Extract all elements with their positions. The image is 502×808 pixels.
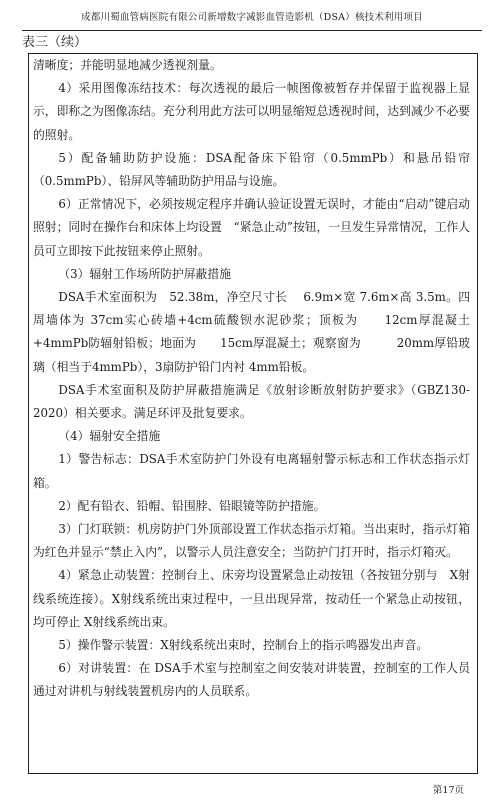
paragraph-operation-warning: 5）操作警示装置：X射线系统出束时，控制台上的指示鸣器发出声音。 xyxy=(58,638,429,653)
paragraph-intercom: 6）对讲装置：在 DSA手术室与控制室之间安装对讲装置，控制室的工作人员通过对讲机与射线装置机房内的人员联系。 xyxy=(33,661,470,699)
paragraph-auxiliary-protection: 5）配备辅助防护设施：DSA配备床下铅帘（0.5mmPb）和悬吊铅帘（0.5mmPb）、铅屏风等辅助防护用品与设施。 xyxy=(33,150,470,189)
paragraph-compliance: DSA手术室面积及防护屏蔽措施满足《放射诊断放射防护要求》（GBZ130-2020）相关要求。满足环评及批复要求。 xyxy=(33,382,470,421)
table-label: 表三（续） xyxy=(22,35,88,50)
content-box xyxy=(28,53,478,774)
paragraph-image-freeze: 4）采用图像冻结技术：每次透视的最后一帧图像被暂存并保留于监视器上显示，即称之为图像冻结。充分利用此方法可以明显缩短总透视时间，达到减少不必要的照射。 xyxy=(33,81,470,142)
paragraph-startup-procedure: 6）正常情况下，必须按规定程序并确认验证设置无误时，才能由“启动”键启动照射；同时在操作台和床体上均设置 “紧急止动”按钮，一旦发生异常情况，工作人员可立即按下此按钮来停止照射。 xyxy=(33,197,470,258)
paragraph-warning-signs: 1）警告标志：DSA手术室防护门外设有电离辐射警示标志和工作状态指示灯箱。 xyxy=(33,452,470,490)
paragraph-emergency-stop: 4）紧急止动装置：控制台上、床旁均设置紧急止动按钮（各按钮分别与 X射线系统连接）。X射线系统出束过程中，一旦出现异常，按动任一个紧急止动按钮，均可停止 X射线系统出束。 xyxy=(33,568,470,629)
document-header: 成都川蜀血管病医院有限公司新增数字减影血管造影机（DSA）核技术利用项目 xyxy=(22,6,482,31)
page-number: 第17页 xyxy=(432,785,464,796)
paragraph-door-light-interlock: 3）门灯联锁：机房防护门外顶部设置工作状态指示灯箱。当出束时，指示灯箱为红色并显示“禁止入内”，以警示人员注意安全；当防护门打开时，指示灯箱灭。 xyxy=(33,522,470,560)
section-heading-safety-measures: （4）辐射安全措施 xyxy=(58,429,161,444)
content-body xyxy=(29,54,477,704)
paragraph-protective-gear: 2）配有铅衣、铅帽、铅围脖、铅眼镜等防护措施。 xyxy=(58,498,326,513)
paragraph-continuation: 清晰度；并能明显地减少透视剂量。 xyxy=(33,58,222,72)
paragraph-room-dimensions: DSA手术室面积为 52.38m，净空尺寸长 6.9m×宽 7.6m×高 3.5m。四周墙体为 37cm实心砖墙+4cm硫酸钡水泥砂浆；顶板为 12cm厚混凝土+4mmPb防辐射铅板；地面为 15cm厚混凝土；观察窗为 20mm厚铅玻璃（相当于4mmPb），3扇防护铅门内衬 4mm铅板。 xyxy=(33,290,470,374)
section-heading-shielding: （3）辐射工作场所防护屏蔽措施 xyxy=(58,266,232,281)
